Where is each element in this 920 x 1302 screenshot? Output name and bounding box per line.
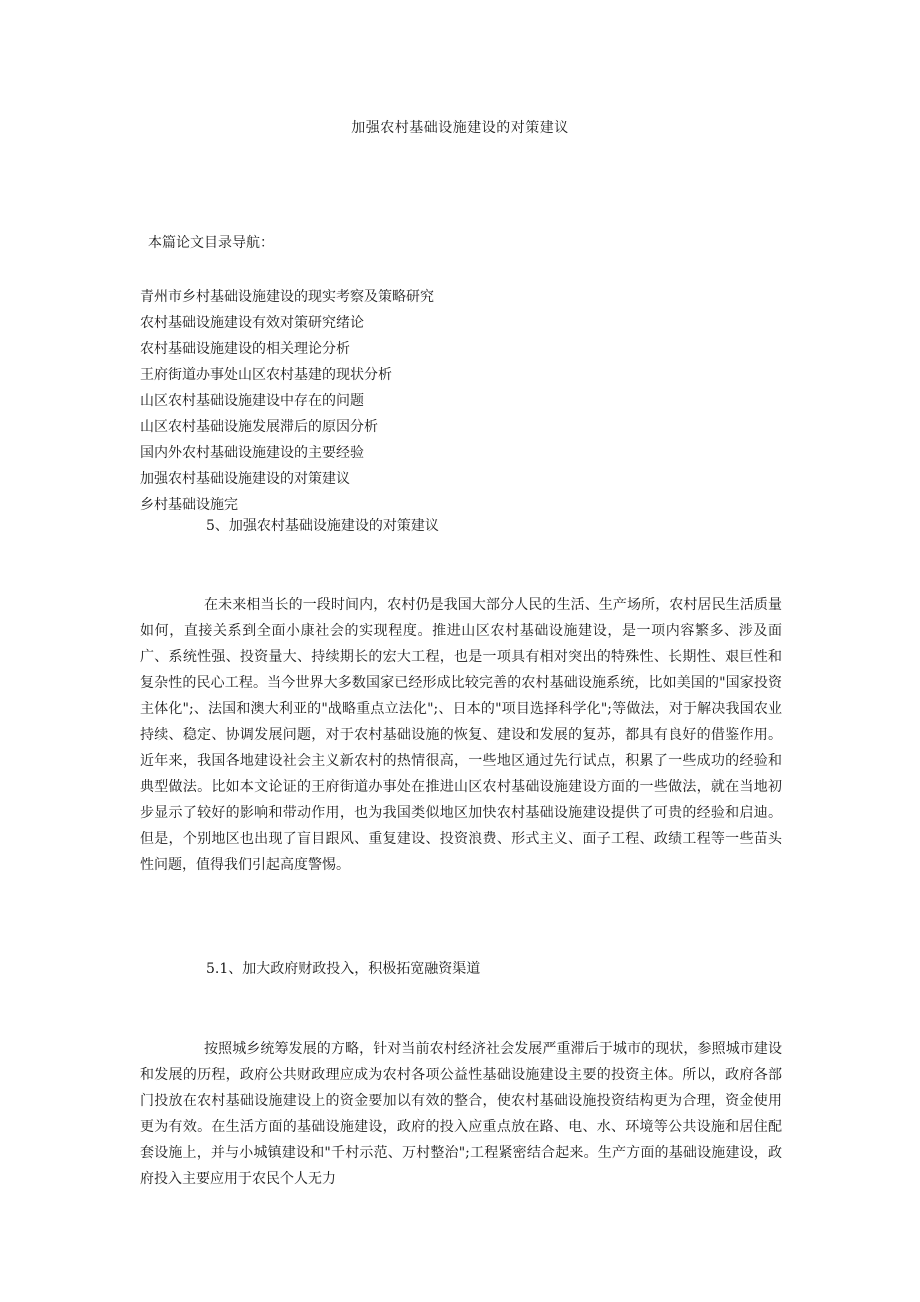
toc-item[interactable]: 乡村基础设施完 (140, 497, 238, 513)
section-heading: 5、加强农村基础设施建设的对策建议 (206, 518, 439, 534)
body-paragraph: 按照城乡统筹发展的方略，针对当前农村经济社会发展严重滞后于城市的现状，参照城市建设和发展的历程，政府公共财政理应成为农村各项公益性基础设施建设主要的投资主体。所以，政府各部门投放在农村基础设施建设上的资金要加以有效的整合，使农村基础设施投资结构更为合理，资金使用更为有效。在生活方面的基础设施建设，政府的投入应重点放在路、电、水、环境等公共设施和居住配套设施上，并与小城镇建设和"千村示范、万村整治";工程紧密结合起来。生产方面的基础设施建设，政府投入主要应用于农民个人无力 (140, 1041, 782, 1187)
document-title: 加强农村基础设施建设的对策建议 (351, 120, 569, 136)
subsection-heading: 5.1、加大政府财政投入，积极拓宽融资渠道 (206, 961, 481, 977)
toc-item[interactable]: 青州市乡村基础设施建设的现实考察及策略研究 (140, 289, 434, 305)
toc-item[interactable]: 山区农村基础设施建设中存在的问题 (140, 393, 364, 409)
toc-heading: 本篇论文目录导航： (148, 235, 274, 251)
body-paragraph: 在未来相当长的一段时间内，农村仍是我国大部分人民的生活、生产场所，农村居民生活质量如何，直接关系到全面小康社会的实现程度。推进山区农村基础设施建设，是一项内容繁多、涉及面广、系统性强、投资量大、持续期长的宏大工程，也是一项具有相对突出的特殊性、长期性、艰巨性和复杂性的民心工程。当今世界大多数国家已经形成比较完善的农村基础设施系统，比如美国的"国家投资主体化";、法国和澳大利亚的"战略重点立法化";、日本的"项目选择科学化";等做法，对于解决我国农业持续、稳定、协调发展问题，对于农村基础设施的恢复、建设和发展的复苏，都具有良好的借鉴作用。近年来，我国各地建设社会主义新农村的热情很高，一些地区通过先行试点，积累了一些成功的经验和典型做法。比如本文论证的王府街道办事处在推进山区农村基础设施建设方面的一些做法，就在当地初步显示了较好的影响和带动作用，也为我国类似地区加快农村基础设施建设提供了可贵的经验和启迪。但是，个别地区也出现了盲目跟风、重复建设、投资浪费、形式主义、面子工程、政绩工程等一些苗头性问题，值得我们引起高度警惕。 (140, 597, 782, 873)
toc-item[interactable]: 加强农村基础设施建设的对策建议 (140, 471, 350, 487)
toc-item[interactable]: 农村基础设施建设的相关理论分析 (140, 341, 350, 357)
toc-item[interactable]: 国内外农村基础设施建设的主要经验 (140, 445, 364, 461)
table-of-contents (140, 284, 434, 518)
toc-item[interactable]: 山区农村基础设施发展滞后的原因分析 (140, 419, 378, 435)
toc-item[interactable]: 王府街道办事处山区农村基建的现状分析 (140, 367, 392, 383)
toc-item[interactable]: 农村基础设施建设有效对策研究绪论 (140, 315, 364, 331)
